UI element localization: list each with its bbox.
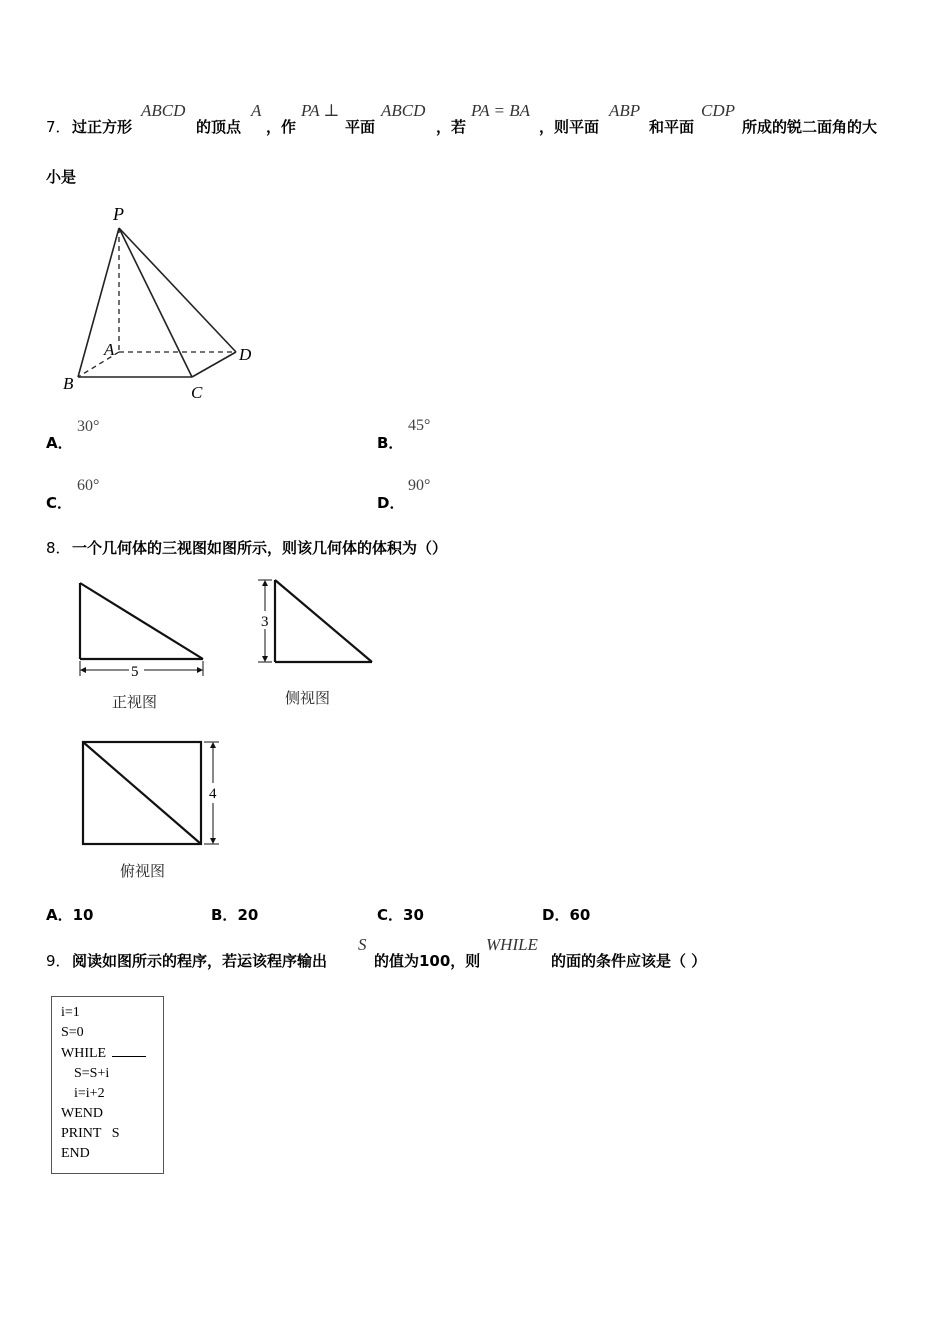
q7-option-b-value: 45° <box>408 417 431 434</box>
front-dim-label: 5 <box>131 664 139 680</box>
front-view-caption: 正视图 <box>112 693 158 711</box>
q8-option-c: C．30 <box>377 906 424 924</box>
q9-number: 9． <box>46 952 71 970</box>
label-a: A <box>104 340 115 359</box>
q7-math-abcd-2: ABCD <box>381 101 426 120</box>
top-view-caption: 俯视图 <box>120 862 166 880</box>
q7-number: 7． <box>46 118 71 136</box>
q8-option-d: D．60 <box>542 906 591 924</box>
q7-math-cdp: CDP <box>701 101 735 120</box>
side-view-caption: 侧视图 <box>285 689 331 707</box>
program-code <box>61 1003 146 1164</box>
q7-option-c-letter: C． <box>46 494 73 512</box>
q7-option-d-value: 90° <box>408 477 431 494</box>
label-d: D <box>239 345 252 364</box>
q7-math-abcd: ABCD <box>141 101 186 120</box>
q8-side-view <box>252 575 377 670</box>
q7-option-a-value: 30° <box>77 418 100 435</box>
q8-number: 8． <box>46 539 71 557</box>
code-line: S=S+i <box>74 1066 110 1081</box>
q9-program-box <box>51 996 164 1174</box>
q8-text: 一个几何体的三视图如图所示，则该几何体的体积为（） <box>72 539 448 557</box>
q8-option-b: B．20 <box>211 906 259 924</box>
q7-math-a: A <box>251 101 262 120</box>
q7-option-c-value: 60° <box>77 477 100 494</box>
q7-option-d-letter: D． <box>377 494 405 512</box>
q7-text-line2: 小是 <box>46 168 77 186</box>
code-line: END <box>61 1146 90 1161</box>
q7-text-7: 和平面 <box>649 118 695 136</box>
q7-math-pa-perp: PA ⊥ <box>301 101 340 120</box>
q7-text-4: 平面 <box>345 118 376 136</box>
code-line: i=i+2 <box>74 1086 105 1101</box>
q7-pyramid-figure <box>56 200 266 405</box>
q8-option-a: A．10 <box>46 906 94 924</box>
q7-option-a-letter: A． <box>46 434 73 452</box>
label-b: B <box>63 374 74 393</box>
q9-math-while: WHILE <box>486 935 538 954</box>
q7-text-3: ，作 <box>266 118 297 136</box>
q9-text-3: 的面的条件应该是（ ） <box>551 952 707 970</box>
code-line: PRINT S <box>61 1126 120 1141</box>
q7-math-pa-eq-ba: PA = BA <box>471 101 531 120</box>
q7-text-5: ，若 <box>436 118 467 136</box>
q9-text-2: 的值为100，则 <box>374 952 481 970</box>
side-dim-label: 3 <box>261 614 269 630</box>
q9-text-1: 阅读如图所示的程序，若运该程序输出 <box>72 952 328 970</box>
q8-top-view <box>75 735 225 850</box>
q8-front-view <box>70 575 215 680</box>
code-line: i=1 <box>61 1005 80 1020</box>
top-dim-label: 4 <box>209 786 217 802</box>
q9-math-s: S <box>358 935 367 954</box>
code-line-while: WHILE <box>61 1043 146 1064</box>
q7-option-b-letter: B． <box>377 434 404 452</box>
q7-text-8: 所成的锐二面角的大 <box>742 118 878 136</box>
blank-condition <box>112 1043 146 1057</box>
q7-text-1: 过正方形 <box>72 118 133 136</box>
label-c: C <box>191 383 203 402</box>
label-p: P <box>113 204 124 224</box>
code-line: S=0 <box>61 1025 84 1040</box>
q7-text-2: 的顶点 <box>196 118 242 136</box>
q7-text-6: ，则平面 <box>539 118 600 136</box>
code-line: WEND <box>61 1106 103 1121</box>
q7-math-abp: ABP <box>609 101 641 120</box>
